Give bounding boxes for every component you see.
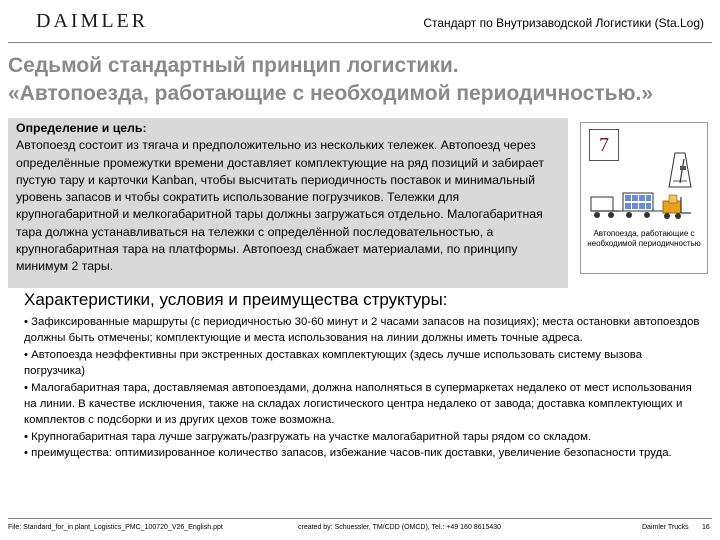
- characteristics-bullet-4: • Крупногабаритная тара лучше загружать/разгружать на участке малогабаритной тары рядом со складом.: [24, 430, 592, 443]
- slide-title: [8, 52, 713, 108]
- principle-panel: [580, 122, 708, 274]
- metronome-icon: [667, 151, 693, 189]
- characteristics-list: [24, 314, 700, 462]
- footer-file: File: Standard_for_in plant_Logistics_PMC_100720_V26_English.ppt: [8, 524, 223, 531]
- definition-heading: Определение и цель:: [16, 121, 147, 135]
- footer-created-by: created by: Schuessler, TM/CDD (OMCD), Tel.: +49 160 8615430: [298, 524, 502, 531]
- characteristics-bullet-5: • преимущества: оптимизированное количество запасов, избежание часов-пик доставки, увеличение безопасности труда.: [24, 447, 672, 460]
- footer-brand: Daimler Trucks: [642, 524, 689, 531]
- slide-title-line-1: Седьмой стандартный принцип логистики.: [8, 54, 459, 77]
- slide-title-line-2: «Автопоезда, работающие с необходимой периодичностью.»: [8, 82, 654, 105]
- principle-number-badge: 7: [589, 129, 619, 161]
- panel-caption: Автопоезда, работающие с необходимой периодичностью: [587, 229, 701, 248]
- characteristics-heading: Характеристики, условия и преимущества структуры:: [24, 290, 448, 309]
- definition-text: [16, 120, 561, 276]
- definition-body: Автопоезд состоит из тягача и предположительно из нескольких тележек. Автопоезд через определённые промежутки времени доставляет комплектующие на ряд позиций и забирает пустую тару и карточки Kanban, чтобы высчитать периодичность поставок и минимальный уровень запасов и чтобы сократить использование погрузчиков. Тележки для крупногабаритной и мелкогабаритной тары должны загружаться отдельно. Малогабаритная тара должна устанавливаться на тележки с определённой последовательностью, а крупногабаритная тара на платформы. Автопоезд снабжает материалами, по принципу минимум 2 тары.: [16, 138, 545, 274]
- header-divider: [8, 42, 712, 43]
- footer-page-number: 16: [702, 524, 710, 531]
- daimler-logo: DAIMLER: [36, 10, 149, 32]
- characteristics-bullet-1: • Зафиксированные маршруты (с периодичностью 30-60 минут и 2 часами запасов на позициях); места остановки автопоездов должны быть отмечены; комплектующие и места использования на линии должны иметь точные адреса.: [24, 316, 700, 345]
- milk-run-train-icon: [589, 189, 699, 225]
- header-title: Стандарт по Внутризаводской Логистики (Sta.Log): [423, 16, 704, 30]
- characteristics-bullet-2: • Автопоезда неэффективны при экстренных доставках комплектующих (здесь лучше использовать систему вызова погрузчика): [24, 348, 643, 378]
- characteristics-bullet-3: • Малогабаритная тара, доставляемая автопоездами, должна наполняться в супермаркетах недалеко от мест использования на линии. В качестве исключения, также на складах логистического центра недалеко от завода; доставка комплектующих и комплектов с подсборки и из других цехов тоже возможна.: [24, 381, 692, 427]
- footer-divider: [8, 518, 712, 519]
